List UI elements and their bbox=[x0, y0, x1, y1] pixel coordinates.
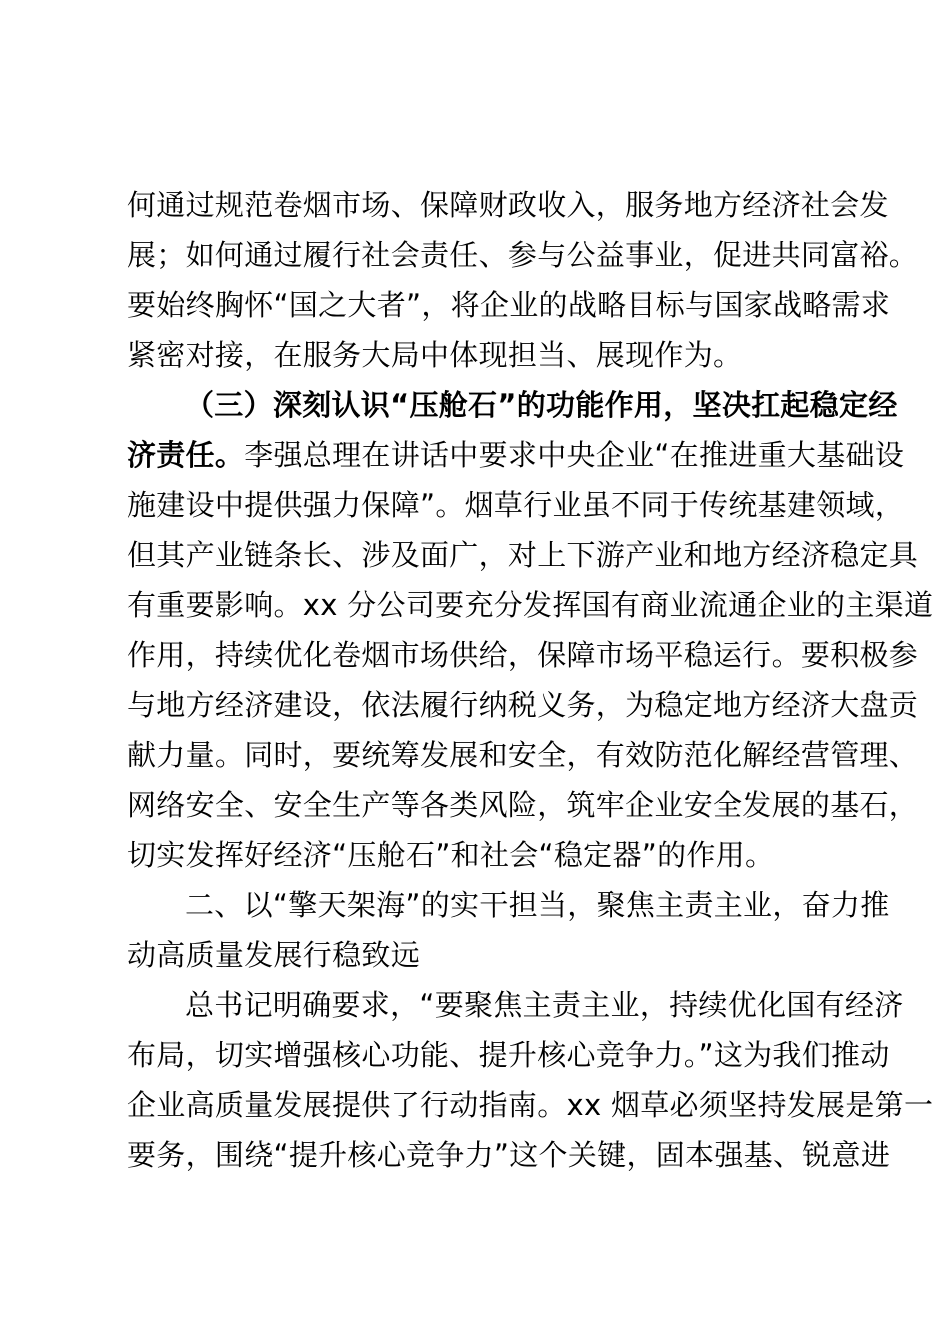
text-line: 献力量。同时，要统筹发展和安全，有效防范化解经营管理、 bbox=[127, 738, 919, 772]
text-line: 展；如何通过履行社会责任、参与公益事业，促进共同富裕。 bbox=[127, 238, 919, 272]
section-heading-line: 二、以“擎天架海”的实干担当，聚焦主责主业，奋力推 bbox=[185, 888, 890, 922]
text-span: 李强总理在讲话中要求中央企业“在推进重大基础设 bbox=[244, 438, 905, 472]
text-line: 何通过规范卷烟市场、保障财政收入，服务地方经济社会发 bbox=[127, 188, 889, 222]
text-line: 总书记明确要求，“要聚焦主责主业，持续优化国有经济 bbox=[185, 988, 904, 1022]
text-line: 切实发挥好经济“压舱石”和社会“稳定器”的作用。 bbox=[127, 838, 775, 872]
document-page bbox=[127, 180, 934, 1180]
text-line: 企业高质量发展提供了行动指南。xx 烟草必须坚持发展是第一 bbox=[127, 1088, 934, 1122]
paragraph-continuation bbox=[127, 180, 919, 380]
body-paragraph bbox=[127, 980, 934, 1180]
subsection-heading: （三）深刻认识“压舱石”的功能作用，坚决扛起稳定经 bbox=[185, 388, 898, 422]
text-line: 与地方经济建设，依法履行纳税义务，为稳定地方经济大盘贡 bbox=[127, 688, 919, 722]
subsection-paragraph bbox=[127, 380, 934, 880]
text-line: 布局，切实增强核心功能、提升核心竞争力。”这为我们推动 bbox=[127, 1038, 890, 1072]
section-heading bbox=[127, 880, 890, 980]
text-line: 施建设中提供强力保障”。烟草行业虽不同于传统基建领域， bbox=[127, 488, 905, 522]
text-line: 作用，持续优化卷烟市场供给，保障市场平稳运行。要积极参 bbox=[127, 638, 919, 672]
text-line bbox=[127, 430, 905, 480]
text-line: 有重要影响。xx 分公司要充分发挥国有商业流通企业的主渠道 bbox=[127, 588, 934, 622]
text-line: 网络安全、安全生产等各类风险，筑牢企业安全发展的基石， bbox=[127, 788, 919, 822]
text-line: 要务，围绕“提升核心竞争力”这个关键，固本强基、锐意进 bbox=[127, 1138, 891, 1172]
text-line: 要始终胸怀“国之大者”，将企业的战略目标与国家战略需求 bbox=[127, 288, 891, 322]
section-heading-line: 动高质量发展行稳致远 bbox=[127, 938, 421, 972]
text-line: 但其产业链条长、涉及面广，对上下游产业和地方经济稳定具 bbox=[127, 538, 919, 572]
text-line: 紧密对接，在服务大局中体现担当、展现作为。 bbox=[127, 338, 743, 372]
subsection-heading-end: 济责任。 bbox=[127, 438, 245, 472]
